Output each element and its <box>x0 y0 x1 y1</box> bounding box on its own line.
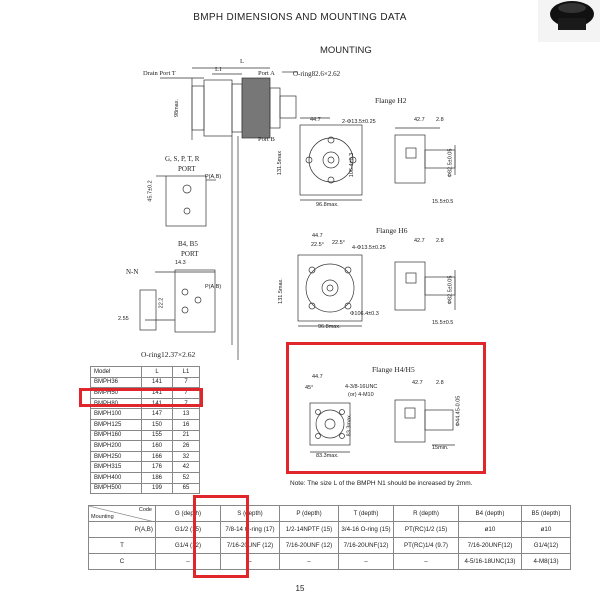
dim-98max: 98max. <box>174 98 181 118</box>
table-row <box>89 554 571 570</box>
l-cell: 166 <box>142 451 173 462</box>
t-depth-header: T (depth) <box>339 506 394 522</box>
h6-dim-42-7: 42.7 <box>414 238 425 244</box>
h45-dim-44-45: Φ44.45-0.05 <box>455 395 462 427</box>
l1-cell: 16 <box>173 419 200 430</box>
g-cell: – <box>156 554 221 570</box>
t-cell: 3/4-16 O-ring (15) <box>339 522 394 538</box>
l1-cell: 13 <box>173 409 200 420</box>
table-row <box>91 483 200 494</box>
table-row <box>91 472 200 483</box>
port-table-header-row <box>89 506 571 522</box>
h2-dim-131-5: 131.5max <box>277 150 284 176</box>
s-cell: 7/16-20UNF (12) <box>221 538 280 554</box>
model-table-header-row <box>91 367 200 378</box>
l-cell: 147 <box>142 409 173 420</box>
l-cell: 199 <box>142 483 173 494</box>
h2-dim-96-8: 96.8max. <box>316 202 339 208</box>
h45-dim-15min: 15min. <box>432 445 449 451</box>
r-cell: PT(RC)1/2 (15) <box>394 522 459 538</box>
p-cell: 1/2-14NPTF (15) <box>280 522 339 538</box>
t-cell: 7/16-20UNF(12) <box>339 538 394 554</box>
dim-2-55: 2.55 <box>118 316 129 322</box>
b5-cell: 4-M8(13) <box>522 554 571 570</box>
h45-dim-2-8: 2.8 <box>436 380 444 386</box>
corner-cell <box>89 506 156 522</box>
table-row <box>91 441 200 452</box>
b5-cell: G1/4(12) <box>522 538 571 554</box>
model-cell: BMPH80 <box>91 398 142 409</box>
h6-dim-2-8: 2.8 <box>436 238 444 244</box>
h45-m10-holes: (or) 4-M10 <box>348 392 374 398</box>
r-cell: PT(RC)1/4 (9.7) <box>394 538 459 554</box>
h2-dim-106-4: 106.4±0.3 <box>349 152 356 178</box>
s-cell: – <box>221 554 280 570</box>
h2-dim-44-7: 44.7 <box>310 117 321 123</box>
model-cell: BMPH200 <box>91 441 142 452</box>
b4-cell: 4-5/16-18UNC(13) <box>459 554 522 570</box>
oring-large-label: O-ring82.6×2.62 <box>293 70 341 78</box>
b5-depth-header: B5 (depth) <box>522 506 571 522</box>
highlight-bmph50-row <box>79 388 203 407</box>
s-depth-header: S (depth) <box>221 506 280 522</box>
table-row <box>91 419 200 430</box>
t-cell: – <box>339 554 394 570</box>
page-number: 15 <box>295 584 305 593</box>
l1-cell: 26 <box>173 441 200 452</box>
s-cell: 7/8-14 O-ring (17) <box>221 522 280 538</box>
drain-port-label: Drain Port T <box>143 70 176 77</box>
mounting-cell: P(A,B) <box>89 522 156 538</box>
g-cell: G1/4 (12) <box>156 538 221 554</box>
l-col-header: L <box>142 367 173 378</box>
table-row <box>89 522 571 538</box>
section-nn-label: N-N <box>126 268 139 276</box>
r-cell: – <box>394 554 459 570</box>
l1-cell: 7 <box>173 398 200 409</box>
model-cell: BMPH250 <box>91 451 142 462</box>
model-cell: BMPH100 <box>91 409 142 420</box>
size-note: Note: The size L of the BMPH N1 should be increased by 2mm. <box>290 480 473 487</box>
table-row <box>91 377 200 388</box>
model-cell: BMPH125 <box>91 419 142 430</box>
h6-dim-15-5: 15.5±0.5 <box>432 320 454 326</box>
h45-angle: 45° <box>305 385 314 391</box>
model-cell: BMPH315 <box>91 462 142 473</box>
h6-dim-131-5: 131.5max. <box>277 278 284 304</box>
r-depth-header: R (depth) <box>394 506 459 522</box>
model-cell: BMPH36 <box>91 377 142 388</box>
l-cell: 160 <box>142 441 173 452</box>
p-cell: 7/16-20UNF (12) <box>280 538 339 554</box>
l1-cell: 42 <box>173 462 200 473</box>
b4-cell: 7/16-20UNF(12) <box>459 538 522 554</box>
h2-dim-42-7: 42.7 <box>414 117 425 123</box>
l1-cell: 52 <box>173 472 200 483</box>
model-dimension-table <box>90 366 200 494</box>
l-cell: 176 <box>142 462 173 473</box>
mounting-cell: C <box>89 554 156 570</box>
section-title: MOUNTING <box>320 45 372 56</box>
page-title: BMPH DIMENSIONS AND MOUNTING DATA <box>193 12 407 23</box>
port-code-table <box>88 505 571 570</box>
h2-dim-15-5: 15.5±0.5 <box>432 199 454 205</box>
l-cell: 155 <box>142 430 173 441</box>
port-b-label: Port B <box>258 136 275 143</box>
h45-dim-44-7: 44.7 <box>312 374 323 380</box>
corner-mounting-label: Mounting <box>91 514 114 520</box>
l1-col-header: L1 <box>173 367 200 378</box>
h45-dim-83-3: 83.3max. <box>316 453 339 459</box>
h6-angle-1: 22.5° <box>311 242 324 248</box>
flange-h2-title: Flange H2 <box>375 96 407 105</box>
table-row <box>91 430 200 441</box>
p-cell: – <box>280 554 339 570</box>
gsptr-port-label: G, S, P, T, R <box>165 155 200 163</box>
port-a-label: Port A <box>258 70 275 77</box>
l1-cell: 21 <box>173 430 200 441</box>
g-depth-header: G (depth) <box>156 506 221 522</box>
corner-code-label: Code <box>138 507 152 513</box>
table-row <box>91 451 200 462</box>
highlight-s-depth-column <box>193 495 249 578</box>
h6-dim-44-7: 44.7 <box>312 233 323 239</box>
l-cell: 186 <box>142 472 173 483</box>
b4-cell: ø10 <box>459 522 522 538</box>
h2-dim-82-5: Φ82.5±0.05 <box>447 148 454 178</box>
b5-cell: ø10 <box>522 522 571 538</box>
pab-label-b4: P(A,B) <box>205 284 222 290</box>
l-cell: 150 <box>142 419 173 430</box>
b4b5-port-word: PORT <box>181 250 199 258</box>
model-col-header: Model <box>91 367 142 378</box>
table-row <box>91 409 200 420</box>
pab-label-top: P(A,B) <box>205 174 222 180</box>
highlight-flange-h45 <box>286 342 486 474</box>
g-cell: G1/2 (15) <box>156 522 221 538</box>
dim-14-3: 14.3 <box>175 260 186 266</box>
model-cell: BMPH160 <box>91 430 142 441</box>
l1-cell: 7 <box>173 377 200 388</box>
h45-dim-83-3-vertical: 83.3max. <box>346 413 353 437</box>
h6-dim-82-5: Φ82.5±0.05 <box>447 275 454 305</box>
model-cell: BMPH400 <box>91 472 142 483</box>
dim-22-2: 22.2 <box>158 297 165 309</box>
flange-h6-title: Flange H6 <box>376 226 408 235</box>
h6-dim-106-4: Φ106.4±0.3 <box>350 311 379 317</box>
dim-l1-label: L1 <box>215 66 223 73</box>
h45-unc-holes: 4-3/8-16UNC <box>345 384 378 390</box>
model-cell: BMPH50 <box>91 388 142 399</box>
oring-small-label: O-ring12.37×2.62 <box>141 350 196 359</box>
model-cell: BMPH500 <box>91 483 142 494</box>
table-row <box>89 538 571 554</box>
l1-cell: 7 <box>173 388 200 399</box>
h2-dim-2-8: 2.8 <box>436 117 444 123</box>
l-cell: 141 <box>142 377 173 388</box>
l1-cell: 65 <box>173 483 200 494</box>
dim-l-label: L <box>240 58 244 65</box>
dim-45-7: 45.7±0.2 <box>147 180 154 202</box>
b4b5-port-label: B4, B5 <box>178 240 198 248</box>
gsptr-port-word: PORT <box>178 165 196 173</box>
h2-holes: 2-Φ13.5±0.25 <box>342 119 376 125</box>
mounting-cell: T <box>89 538 156 554</box>
l-cell: 141 <box>142 388 173 399</box>
l-cell: 141 <box>142 398 173 409</box>
h6-dim-96-8: 96.8max. <box>318 324 341 330</box>
h6-holes: 4-Φ13.5±0.25 <box>352 245 386 251</box>
h45-dim-42-7: 42.7 <box>412 380 423 386</box>
flange-h45-title: Flange H4/H5 <box>372 365 415 374</box>
p-depth-header: P (depth) <box>280 506 339 522</box>
b4-depth-header: B4 (depth) <box>459 506 522 522</box>
h6-angle-2: 22.5° <box>332 240 345 246</box>
table-row <box>91 462 200 473</box>
l1-cell: 32 <box>173 451 200 462</box>
